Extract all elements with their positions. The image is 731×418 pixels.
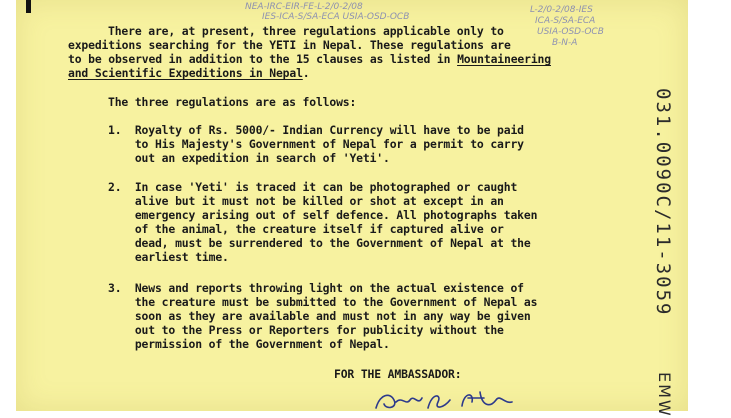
manual-title-part-1: Mountaineering — [457, 52, 551, 66]
regulation-3-line-3: soon as they are available and must not in any way be given — [108, 309, 531, 323]
regulation-1-line-3: out an expedition in search of 'Yeti'. — [108, 151, 390, 165]
regulation-1-line-2: to His Majesty's Government of Nepal for a permit to carry — [108, 137, 524, 151]
regulation-3-line-5: permission of the Government of Nepal. — [108, 337, 390, 351]
regulation-2-line-5: dead, must be surrendered to the Government of Nepal at the — [108, 236, 531, 250]
file-suffix-stamp: EMW — [655, 372, 674, 418]
handwritten-note-top-right-3: USIA-OSD-OCB — [537, 27, 604, 37]
handwritten-note-top-right-1: L-2/0-2/08-IES — [530, 5, 593, 15]
intro-line-3 — [68, 53, 551, 66]
intro-line-4 — [68, 67, 310, 80]
handwritten-note-top-right-4: B-N-A — [552, 38, 578, 48]
regulations-heading: The three regulations are as follows: — [108, 95, 357, 109]
intro-line-4-tail: . — [302, 66, 310, 80]
regulation-1-line-1: 1. Royalty of Rs. 5000/- Indian Currency will have to be paid — [108, 123, 524, 137]
intro-line-2: expeditions searching for the YETI in Nepal. These regulations are — [68, 38, 511, 52]
regulation-3-line-1: 3. News and reports throwing light on the actual existence of — [108, 281, 524, 295]
regulation-2-line-2: alive but it must not be killed or shot at except in an — [108, 194, 504, 208]
black-edge-mark — [26, 0, 31, 13]
regulation-2-line-3: emergency arising out of self defence. All photographs taken — [108, 208, 538, 222]
handwritten-note-top-left-1: NEA-IRC-EIR-FE-L-2/0-2/08 — [245, 2, 363, 12]
handwritten-signature — [372, 388, 532, 412]
regulation-2-line-1: 2. In case 'Yeti' is traced it can be photographed or caught — [108, 180, 518, 194]
file-number-stamp: 031.0090C/11-3059 — [652, 88, 674, 317]
handwritten-note-top-right-2: ICA-S/SA-ECA — [535, 16, 596, 26]
intro-line-3-lead: to be observed in addition to the 15 clauses as listed in — [68, 52, 458, 66]
closing-for-the-ambassador: FOR THE AMBASSADOR: — [334, 367, 462, 381]
manual-title-part-2: and Scientific Expeditions in Nepal — [68, 66, 303, 80]
intro-line-1: There are, at present, three regulations applicable only to — [108, 24, 504, 38]
regulation-2-line-6: earliest time. — [108, 250, 229, 264]
regulation-3-line-4: out to the Press or Reporters for publicity without the — [108, 323, 504, 337]
handwritten-note-top-left-2: IES-ICA-S/SA-ECA USIA-OSD-OCB — [262, 12, 410, 22]
regulation-3-line-2: the creature must be submitted to the Government of Nepal as — [108, 295, 538, 309]
regulation-2-line-4: of the animal, the creature itself if captured alive or — [108, 222, 504, 236]
